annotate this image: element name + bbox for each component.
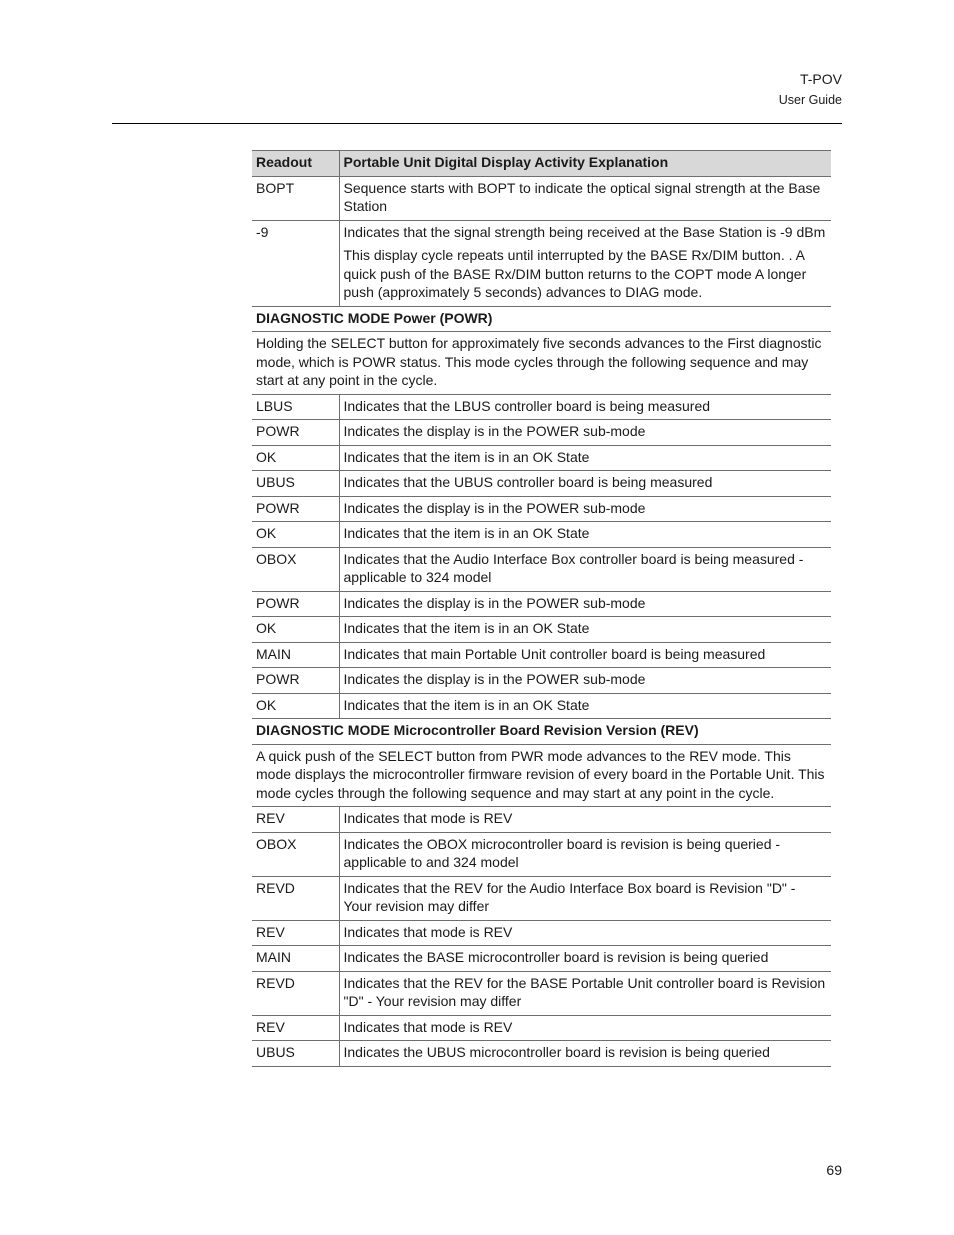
header-rule [112,123,842,124]
explanation-text: Indicates that the Audio Interface Box controller board is being measured - applicable to 324 model [343,550,804,585]
page-number: 69 [826,1162,842,1178]
table-row [252,1041,831,1067]
explanation-cell [339,420,831,446]
explanation-cell [339,617,831,643]
explanation-text: Indicates the display is in the POWER sub-mode [343,499,646,516]
explanation-text: Indicates that the UBUS controller board is being measured [343,474,713,490]
readout-cell: BOPT [252,176,339,220]
readout-cell: OK [252,617,339,643]
explanation-cell [339,1015,831,1041]
readout-cell: REV [252,920,339,946]
readout-cell: OK [252,522,339,548]
readout-cell: OBOX [252,832,339,876]
explanation-text: Indicates the display is in the POWER sub-mode [343,671,646,687]
explanation-text: Indicates the BASE microcontroller board is revision is being queried [343,949,769,965]
table-row [252,832,831,876]
readout-cell: POWR [252,420,339,446]
section-heading-row [252,719,831,745]
explanation-cell [339,220,831,306]
document-title: T-POV [799,71,842,87]
explanation-text: Indicates that the item is in an OK State [343,696,590,713]
table-row [252,946,831,972]
table-row [252,668,831,694]
readout-cell: OK [252,693,339,719]
explanation-cell [339,394,831,420]
table-row [252,394,831,420]
explanation-text: Indicates that main Portable Unit controller board is being measured [343,645,766,662]
explanation-text: Indicates that the signal strength being received at the Base Station is -9 dBm [343,223,826,240]
table-row [252,471,831,497]
readout-cell: OBOX [252,547,339,591]
explanation-text: This display cycle repeats until interrupted by the BASE Rx/DIM button. . A quick push of the BASE Rx/DIM button returns to the COPT mode A longer push (approximately 5 seconds) advances to DIAG mode. [343,247,807,300]
explanation-text: Indicates that the REV for the Audio Interface Box board is Revision "D" - Your revision may differ [343,879,796,914]
section-heading-row [252,306,831,332]
explanation-text: Indicates that the REV for the BASE Portable Unit controller board is Revision "D" - Your revision may differ [343,974,826,1009]
explanation-cell [339,547,831,591]
section-description-row [252,332,831,395]
readout-cell: UBUS [252,471,339,497]
table-row [252,693,831,719]
explanation-cell [339,496,831,522]
table-header-row [252,151,831,177]
explanation-cell [339,642,831,668]
section-heading: DIAGNOSTIC MODE Power (POWR) [252,306,831,332]
table-row [252,807,831,833]
explanation-text: Indicates that mode is REV [343,1018,513,1035]
page-header [779,70,842,109]
readout-cell: MAIN [252,946,339,972]
readout-cell: POWR [252,668,339,694]
table-row [252,591,831,617]
explanation-cell [339,591,831,617]
readout-cell: POWR [252,496,339,522]
explanation-cell [339,693,831,719]
table-row [252,547,831,591]
table-body [252,176,831,1066]
explanation-text: Indicates the OBOX microcontroller board is revision is being queried - applicable to and 324 model [343,835,781,870]
explanation-text: Indicates that mode is REV [343,810,513,826]
table-row [252,876,831,920]
explanation-text: Indicates that the LBUS controller board is being measured [343,397,711,414]
explanation-cell [339,832,831,876]
explanation-cell [339,522,831,548]
explanation-cell [339,445,831,471]
explanation-cell [339,176,831,220]
readout-cell: MAIN [252,642,339,668]
explanation-cell [339,1041,831,1067]
table-row [252,496,831,522]
readout-cell: OK [252,445,339,471]
document-subtitle: User Guide [778,93,842,107]
section-description: Holding the SELECT button for approximately five seconds advances to the First diagnostic mode, which is POWR status. This mode cycles through the following sequence and may start at any point in the cycle. [252,332,831,395]
column-header-readout: Readout [252,151,339,177]
explanation-text: Indicates that mode is REV [343,923,513,940]
explanation-cell [339,807,831,833]
table-row [252,522,831,548]
explanation-cell [339,471,831,497]
readout-cell: REVD [252,971,339,1015]
readout-cell: REV [252,1015,339,1041]
table-row [252,420,831,446]
explanation-text: Indicates the display is in the POWER sub-mode [343,423,646,439]
table-row [252,445,831,471]
explanation-cell [339,920,831,946]
readout-table [252,150,831,1067]
section-heading: DIAGNOSTIC MODE Microcontroller Board Revision Version (REV) [252,719,831,745]
readout-cell: POWR [252,591,339,617]
explanation-text: Indicates that the item is in an OK State [343,525,590,541]
explanation-cell [339,876,831,920]
explanation-cell [339,971,831,1015]
readout-cell: REV [252,807,339,833]
table-row [252,920,831,946]
explanation-text: Sequence starts with BOPT to indicate the optical signal strength at the Base Station [343,179,821,214]
readout-cell: REVD [252,876,339,920]
explanation-text: Indicates that the item is in an OK State [343,620,590,636]
section-description-row [252,744,831,807]
readout-cell: LBUS [252,394,339,420]
explanation-text: Indicates the UBUS microcontroller board is revision is being queried [343,1044,770,1060]
explanation-cell [339,946,831,972]
explanation-cell [339,668,831,694]
table-row [252,971,831,1015]
table-row [252,220,831,306]
explanation-text: Indicates that the item is in an OK State [343,448,590,465]
table-row [252,617,831,643]
column-header-explanation: Portable Unit Digital Display Activity Explanation [339,151,831,177]
table-row [252,176,831,220]
section-description: A quick push of the SELECT button from PWR mode advances to the REV mode. This mode displays the microcontroller firmware revision of every board in the Portable Unit. This mode cycles through the following sequence and may start at any point in the cycle. [252,744,831,807]
readout-cell: UBUS [252,1041,339,1067]
explanation-text: Indicates the display is in the POWER sub-mode [343,594,646,611]
table-row [252,642,831,668]
readout-cell: -9 [252,220,339,306]
table-row [252,1015,831,1041]
